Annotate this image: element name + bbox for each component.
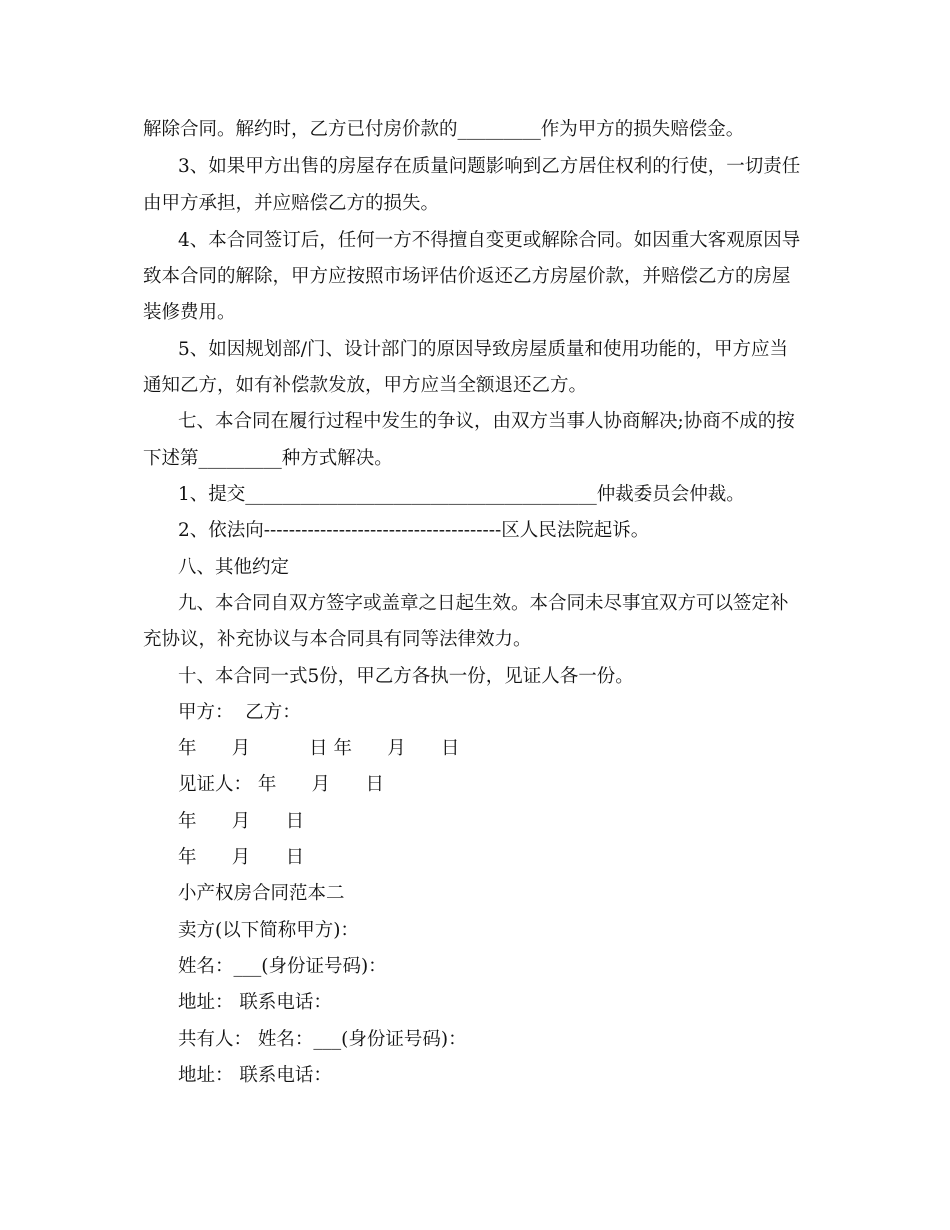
text-line: 九、本合同自双方签字或盖章之日起生效。本合同未尽事宜双方可以签定补 (178, 593, 789, 614)
text-line: 七、本合同在履行过程中发生的争议，由双方当事人协商解决;协商不成的按 (178, 411, 795, 432)
text-line: 通知乙方，如有补偿款发放，甲方应当全额退还乙方。 (143, 375, 588, 396)
text-line: 2、依法向--------------------------------------区人民法院起诉。 (178, 520, 650, 541)
witness-line: 见证人： 年 月 日 (178, 774, 384, 795)
document-title: 小产权房合同范本二 (178, 883, 345, 904)
text-line: 姓名：___(身份证号码)： (178, 956, 387, 977)
text-line: 5、如因规划部/门、设计部门的原因导致房屋质量和使用功能的，甲方应当 (178, 339, 789, 360)
date-line: 年 月 日 (178, 811, 305, 832)
text-line: 十、本合同一式5份，甲乙方各执一份，见证人各一份。 (178, 666, 634, 687)
text-line: 下述第_________种方式解决。 (143, 448, 393, 469)
text-line: 装修费用。 (143, 302, 236, 323)
text-line: 由甲方承担，并应赔偿乙方的损失。 (143, 193, 440, 214)
text-line: 致本合同的解除，甲方应按照市场评估价返还乙方房屋价款，并赔偿乙方的房屋 (143, 266, 791, 287)
text-line: 共有人： 姓名：___(身份证号码)： (178, 1029, 467, 1050)
text-line: 充协议，补充协议与本合同具有同等法律效力。 (143, 629, 532, 650)
text-line: 3、如果甲方出售的房屋存在质量问题影响到乙方居住权利的行使，一切责任 (178, 156, 801, 177)
section-heading: 八、其他约定 (178, 557, 290, 578)
text-line: 地址： 联系电话： (178, 1065, 332, 1086)
signature-parties: 甲方： 乙方： (178, 702, 301, 723)
text-line: 1、提交______________________________________仲裁委员会仲裁。 (178, 484, 745, 505)
date-line: 年 月 日 年 月 日 (178, 738, 460, 759)
date-line: 年 月 日 (178, 847, 305, 868)
text-line: 地址： 联系电话： (178, 992, 332, 1013)
text-line: 解除合同。解约时，乙方已付房价款的_________作为甲方的损失赔偿金。 (143, 119, 745, 140)
text-line: 4、本合同签订后，任何一方不得擅自变更或解除合同。如因重大客观原因导 (178, 230, 801, 251)
text-line: 卖方(以下简称甲方)： (178, 920, 359, 941)
